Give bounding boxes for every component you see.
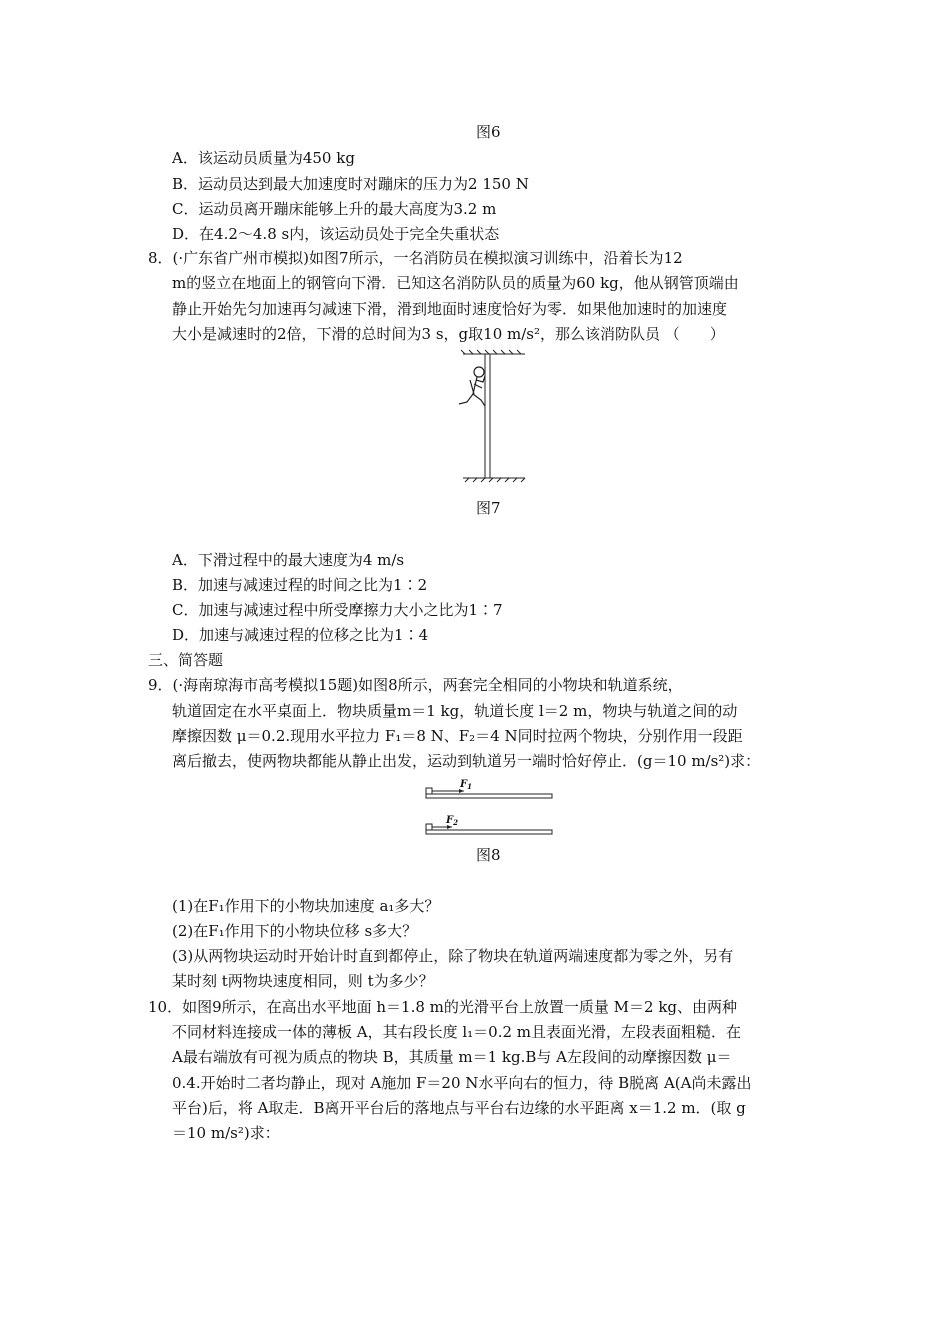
- firefighter-figure: [459, 367, 485, 406]
- q10-stem-line-5: 平台)后，将 A取走．B离开平台后的落地点与平台右边缘的水平距离 x＝1.2 m．(取 g: [172, 1099, 746, 1117]
- track-2: [426, 815, 552, 834]
- ceiling-hatching: [461, 350, 525, 354]
- q10-stem-line-3: A最右端放有可视为质点的物块 B，其质量 m＝1 kg.B与 A左段间的动摩擦因数 μ＝: [172, 1048, 732, 1066]
- force-f2-label: $F_2$: [446, 815, 458, 827]
- q9-stem-line-3: 摩擦因数 μ＝0.2.现用水平拉力 F₁＝8 N、F₂＝4 N同时拉两个物块，分别作用一段距: [172, 727, 743, 745]
- q8-option-b: B．加速与减速过程的时间之比为1∶2: [172, 576, 428, 594]
- q8-stem-line-4: 大小是减速时的2倍，下滑的总时间为3 s，g取10 m/s²，那么该消防队员 （ ）: [172, 325, 725, 343]
- q7-option-d: D．在4.2～4.8 s内，该运动员处于完全失重状态: [172, 225, 500, 243]
- q7-option-b: B．运动员达到最大加速度时对蹦床的压力为2 150 N: [172, 175, 529, 193]
- figure-7-firefighter-pole: [455, 350, 535, 490]
- q10-stem-line-4: 0.4.开始时二者均静止，现对 A施加 F＝20 N水平向右的恒力，待 B脱离 A(A尚未露出: [172, 1074, 752, 1092]
- block-2: [426, 824, 432, 830]
- q8-stem-line-2: m的竖立在地面上的钢管向下滑．已知这名消防队员的质量为60 kg，他从钢管顶端由: [172, 274, 739, 292]
- q9-subquestion-3-cont: 某时刻 t两物块速度相同，则 t为多少？: [172, 972, 434, 990]
- q9-subquestion-1: (1)在F₁作用下的小物块加速度 a₁多大？: [172, 897, 440, 915]
- q8-option-c: C．加速与减速过程中所受摩擦力大小之比为1∶7: [172, 601, 503, 619]
- figure-8-caption: 图8: [476, 846, 501, 864]
- q8-stem-line-1: 8．(·广东省广州市模拟)如图7所示，一名消防员在模拟演习训练中，沿着长为12: [148, 249, 683, 267]
- block-1: [426, 788, 432, 794]
- q10-stem-line-1: 10．如图9所示，在高出水平地面 h＝1.8 m的光滑平台上放置一质量 M＝2 kg、由两种: [148, 998, 738, 1016]
- q8-option-a: A．下滑过程中的最大速度为4 m/s: [172, 551, 405, 569]
- q10-stem-line-2: 不同材料连接成一体的薄板 A，其右段长度 l₁＝0.2 m且表面光滑，左段表面粗糙．在: [172, 1023, 742, 1041]
- q9-stem-line-2: 轨道固定在水平桌面上．物块质量m＝1 kg，轨道长度 l＝2 m，物块与轨道之间的动: [172, 702, 738, 720]
- ground-hatching: [463, 478, 525, 482]
- q10-stem-line-6: ＝10 m/s²)求：: [172, 1124, 280, 1142]
- q8-option-d: D．加速与减速过程的位移之比为1∶4: [172, 626, 429, 644]
- section-3-heading: 三、简答题: [148, 651, 224, 669]
- q7-option-a: A．该运动员质量为450 kg: [172, 149, 355, 167]
- q7-option-c: C．运动员离开蹦床能够上升的最大高度为3.2 m: [172, 200, 497, 218]
- q9-subquestion-3: (3)从两物块运动时开始计时直到都停止，除了物块在轨道两端速度都为零之外，另有: [172, 947, 734, 965]
- figure-6-caption: 图6: [476, 123, 501, 141]
- force-f1-label: $F_1$: [460, 779, 472, 791]
- q9-subquestion-2: (2)在F₁作用下的小物块位移 s多大？: [172, 922, 418, 940]
- steel-pole: [485, 354, 490, 478]
- q9-stem-line-4: 离后撤去，使两物块都能从静止出发，运动到轨道另一端时恰好停止．(g＝10 m/s²)求：: [172, 752, 761, 770]
- q9-stem-line-1: 9．(·海南琼海市高考模拟15题)如图8所示，两套完全相同的小物块和轨道系统，: [148, 676, 683, 694]
- figure-8-tracks: [420, 776, 560, 842]
- q8-stem-line-3: 静止开始先匀加速再匀减速下滑，滑到地面时速度恰好为零．如果他加速时的加速度: [172, 300, 728, 318]
- figure-7-caption: 图7: [476, 499, 501, 517]
- track-1: [426, 779, 552, 798]
